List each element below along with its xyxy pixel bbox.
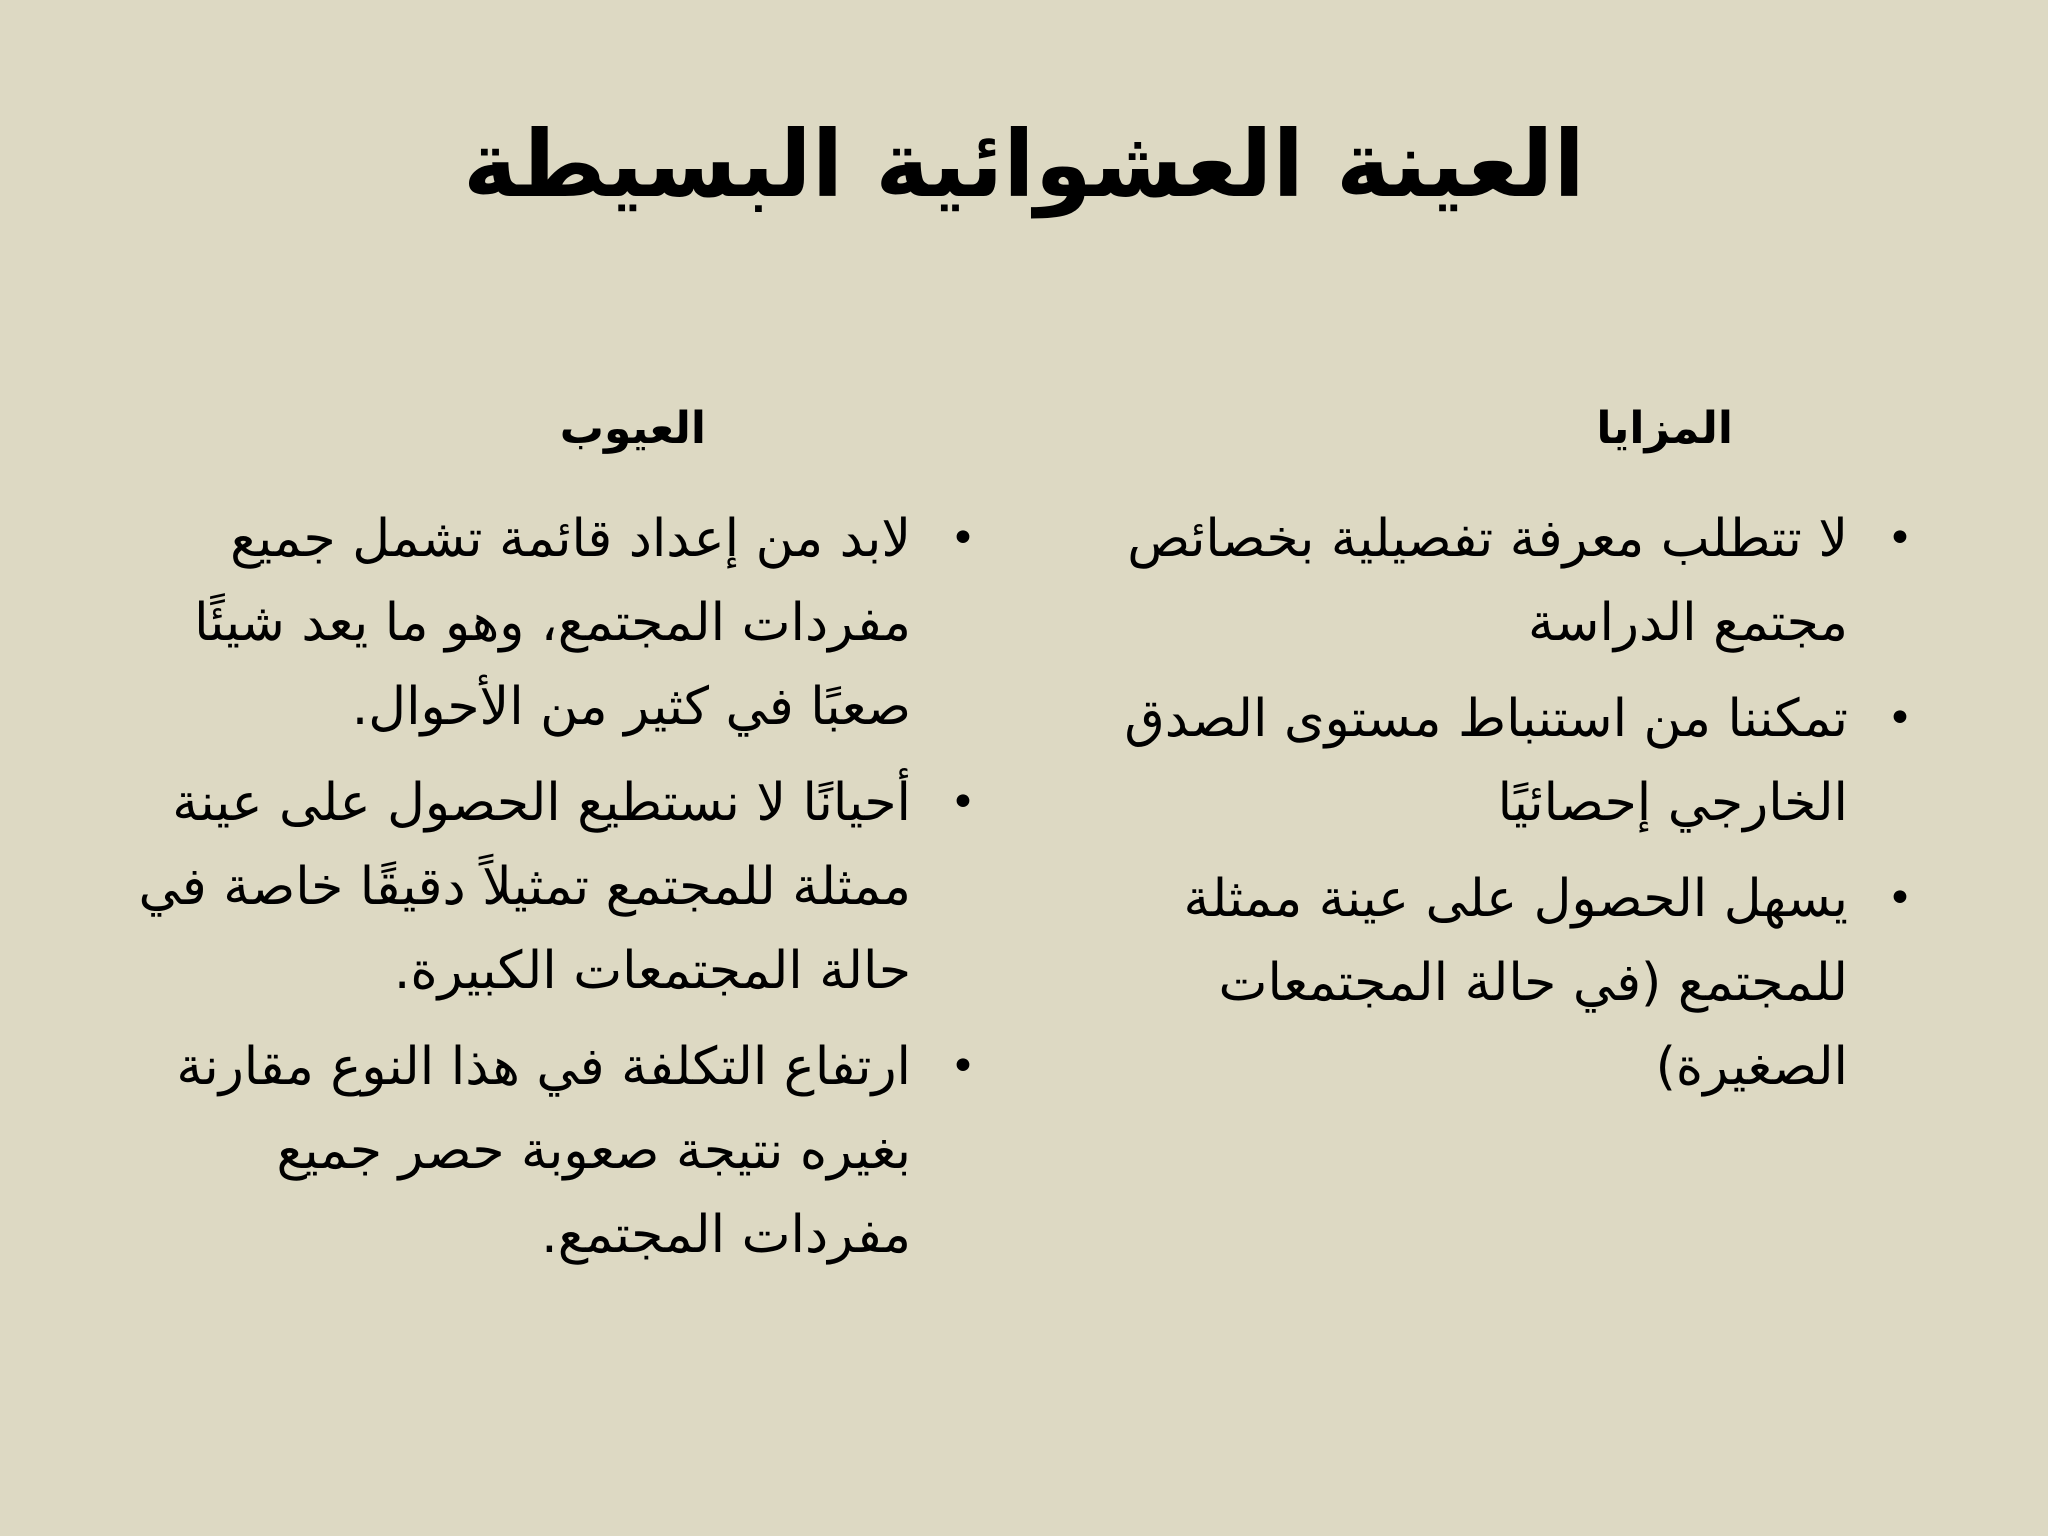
advantages-column: [1043, 400, 1923, 1121]
bullet-icon: •: [950, 777, 976, 829]
disadvantage-item: [106, 497, 986, 749]
advantages-list: [1043, 497, 1923, 1109]
advantage-item: [1043, 497, 1923, 665]
advantage-item: [1043, 857, 1923, 1109]
bullet-icon: •: [1887, 693, 1913, 745]
bullet-icon: •: [1887, 873, 1913, 925]
disadvantage-text: ارتفاع التكلفة في هذا النوع مقارنة بغيره نتيجة صعوبة حصر جميع مفردات المجتمع.: [176, 1037, 911, 1266]
disadvantage-text: أحيانًا لا نستطيع الحصول على عينة ممثلة للمجتمع تمثيلاً دقيقًا خاصة في حالة المجتمعات الكبيرة.: [138, 773, 911, 1002]
disadvantage-item: [106, 761, 986, 1013]
slide-title: العينة العشوائية البسيطة: [463, 111, 1585, 218]
advantage-text: لا تتطلب معرفة تفصيلية بخصائص مجتمع الدراسة: [1127, 509, 1848, 654]
disadvantage-item: [106, 1025, 986, 1277]
bullet-icon: •: [950, 1041, 976, 1093]
disadvantages-list: [106, 497, 986, 1277]
disadvantages-heading: العيوب: [559, 403, 706, 454]
advantage-item: [1043, 677, 1923, 845]
advantage-text: تمكننا من استنباط مستوى الصدق الخارجي إحصائيًا: [1124, 689, 1848, 834]
disadvantages-column: [106, 400, 986, 1289]
advantage-text: يسهل الحصول على عينة ممثلة للمجتمع (في حالة المجتمعات الصغيرة): [1183, 869, 1848, 1098]
advantages-heading: المزايا: [1596, 403, 1733, 454]
bullet-icon: •: [950, 513, 976, 565]
bullet-icon: •: [1887, 513, 1913, 565]
disadvantage-text: لابد من إعداد قائمة تشمل جميع مفردات المجتمع، وهو ما يعد شيئًا صعبًا في كثير من الأحوال.: [194, 509, 911, 738]
